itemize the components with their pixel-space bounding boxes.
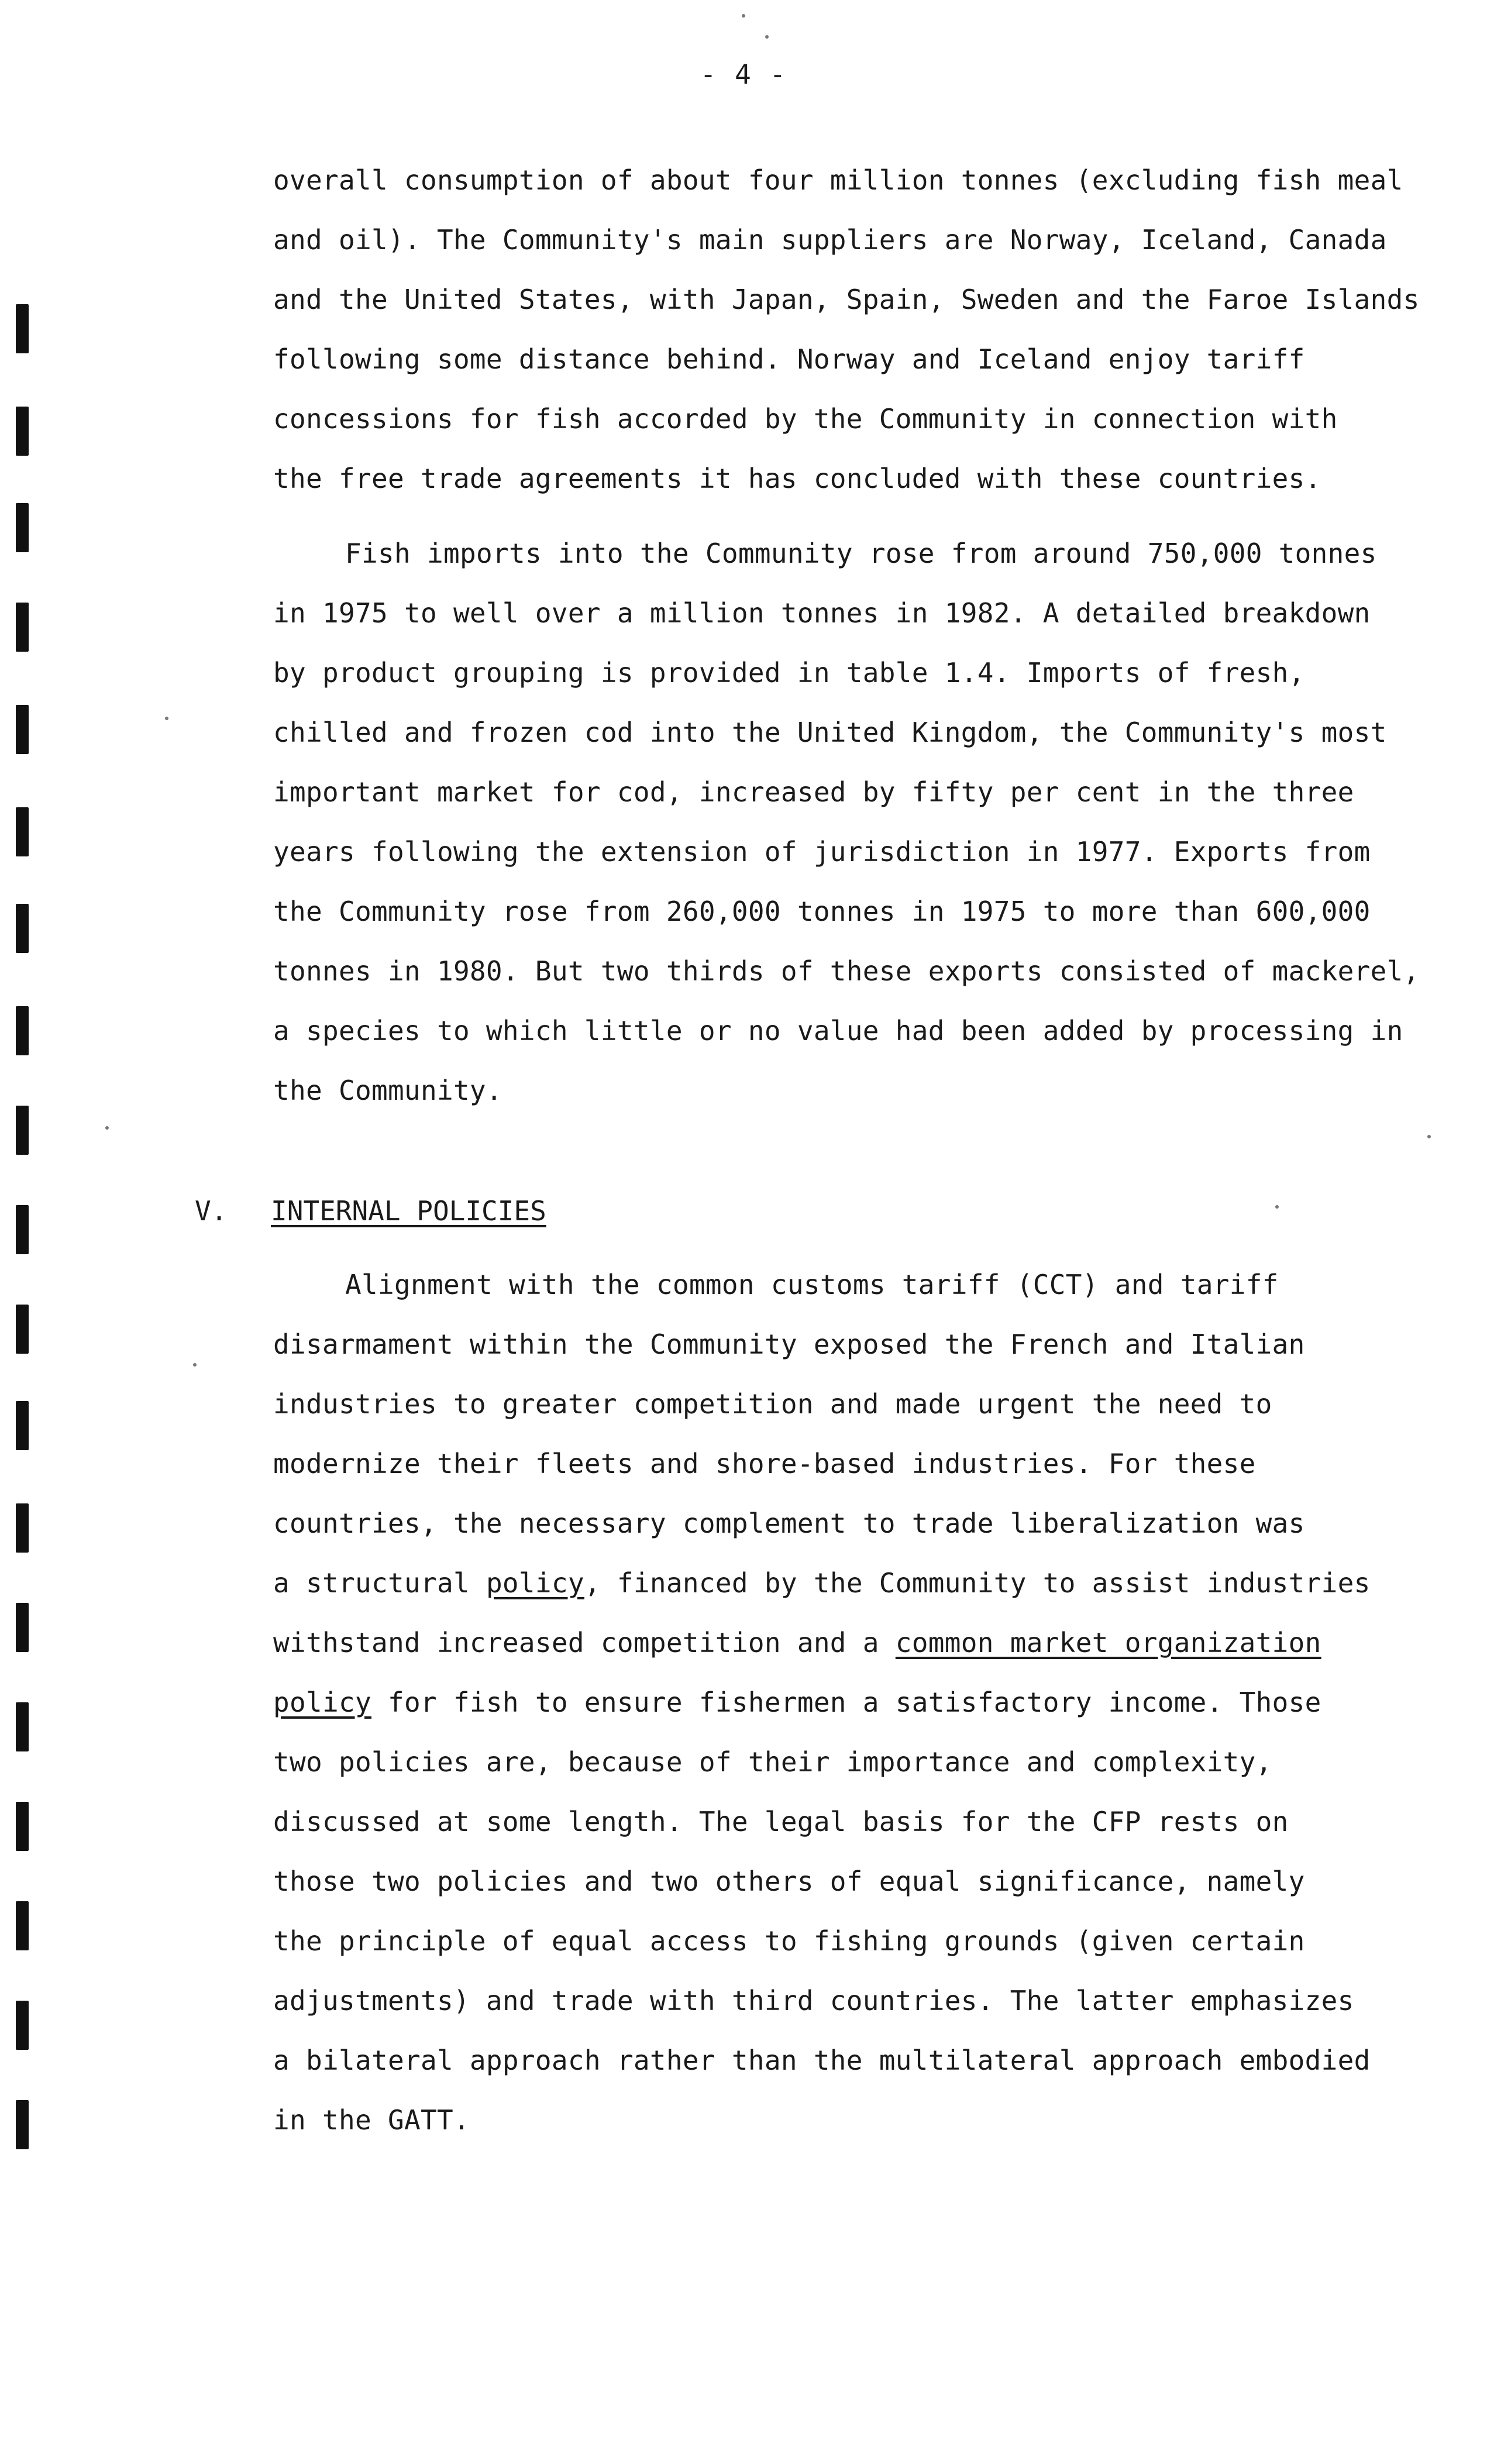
text-line: the Community. xyxy=(273,1075,502,1106)
underlined-term: common market organization xyxy=(895,1627,1321,1658)
underlined-term: policy xyxy=(486,1567,584,1599)
margin-bar xyxy=(16,1401,29,1450)
text-line: Fish imports into the Community rose from around 750,000 tonnes xyxy=(345,538,1377,569)
text-line: adjustments) and trade with third countries. The latter emphasizes xyxy=(273,1985,1354,2016)
margin-bar xyxy=(16,304,29,353)
text-line: the Community rose from 260,000 tonnes in 1975 to more than 600,000 xyxy=(273,896,1371,927)
text-line: tonnes in 1980. But two thirds of these exports consisted of mackerel, xyxy=(273,955,1420,987)
section-number: V. xyxy=(195,1195,228,1227)
speck xyxy=(742,14,745,18)
speck xyxy=(165,717,168,720)
text-line: and oil). The Community's main suppliers are Norway, Iceland, Canada xyxy=(273,224,1387,256)
margin-bar xyxy=(16,705,29,754)
text-line: disarmament within the Community exposed the French and Italian xyxy=(273,1329,1305,1360)
speck xyxy=(765,35,769,39)
speck xyxy=(105,1126,109,1130)
margin-bar xyxy=(16,1503,29,1553)
text-line: concessions for fish accorded by the Community in connection with xyxy=(273,403,1338,435)
speck xyxy=(193,1363,197,1367)
section-title: INTERNAL POLICIES xyxy=(271,1195,546,1227)
text-line: by product grouping is provided in table 1.4. Imports of fresh, xyxy=(273,657,1305,689)
text-line: those two policies and two others of equal significance, namely xyxy=(273,1866,1305,1897)
text-segment: for fish to ensure fishermen a satisfactory income. Those xyxy=(371,1687,1321,1718)
margin-bar xyxy=(16,807,29,856)
margin-bar xyxy=(16,2100,29,2149)
margin-bar xyxy=(16,1603,29,1652)
text-line xyxy=(273,1565,1371,1601)
margin-bar xyxy=(16,407,29,456)
text-line: two policies are, because of their importance and complexity, xyxy=(273,1746,1272,1778)
text-line: industries to greater competition and made urgent the need to xyxy=(273,1388,1272,1420)
text-line: Alignment with the common customs tariff (CCT) and tariff xyxy=(345,1269,1279,1300)
text-line: a species to which little or no value had been added by processing in xyxy=(273,1015,1403,1047)
text-line: in 1975 to well over a million tonnes in 1982. A detailed breakdown xyxy=(273,597,1371,629)
text-line: years following the extension of jurisdiction in 1977. Exports from xyxy=(273,836,1371,868)
margin-bar xyxy=(16,1205,29,1254)
margin-bar xyxy=(16,603,29,652)
speck xyxy=(1427,1135,1431,1138)
text-line xyxy=(273,1625,1321,1660)
margin-bar xyxy=(16,1106,29,1155)
underlined-term: policy xyxy=(273,1687,371,1718)
text-line: following some distance behind. Norway and Iceland enjoy tariff xyxy=(273,343,1305,375)
text-segment: a structural xyxy=(273,1567,486,1599)
text-line: countries, the necessary complement to trade liberalization was xyxy=(273,1508,1305,1539)
margin-bar xyxy=(16,1305,29,1354)
text-line: discussed at some length. The legal basis for the CFP rests on xyxy=(273,1806,1289,1837)
text-line xyxy=(273,1685,1321,1720)
text-segment: , financed by the Community to assist industries xyxy=(584,1567,1371,1599)
text-line: the free trade agreements it has concluded with these countries. xyxy=(273,463,1321,494)
margin-bar xyxy=(16,904,29,953)
margin-bar xyxy=(16,1702,29,1751)
speck xyxy=(1275,1205,1279,1209)
text-line: in the GATT. xyxy=(273,2104,470,2136)
margin-bar xyxy=(16,2001,29,2050)
margin-bar xyxy=(16,503,29,552)
text-line: modernize their fleets and shore-based industries. For these xyxy=(273,1448,1256,1479)
text-line: overall consumption of about four million tonnes (excluding fish meal xyxy=(273,164,1403,196)
margin-bar xyxy=(16,1006,29,1055)
text-line: important market for cod, increased by fifty per cent in the three xyxy=(273,776,1354,808)
text-line: the principle of equal access to fishing grounds (given certain xyxy=(273,1925,1305,1957)
page-number: - 4 - xyxy=(700,58,787,90)
margin-bar xyxy=(16,1901,29,1950)
text-line: and the United States, with Japan, Spain, Sweden and the Faroe Islands xyxy=(273,284,1420,315)
text-line: a bilateral approach rather than the multilateral approach embodied xyxy=(273,2045,1371,2076)
text-segment: withstand increased competition and a xyxy=(273,1627,896,1658)
text-line: chilled and frozen cod into the United Kingdom, the Community's most xyxy=(273,717,1387,748)
margin-bar xyxy=(16,1802,29,1851)
